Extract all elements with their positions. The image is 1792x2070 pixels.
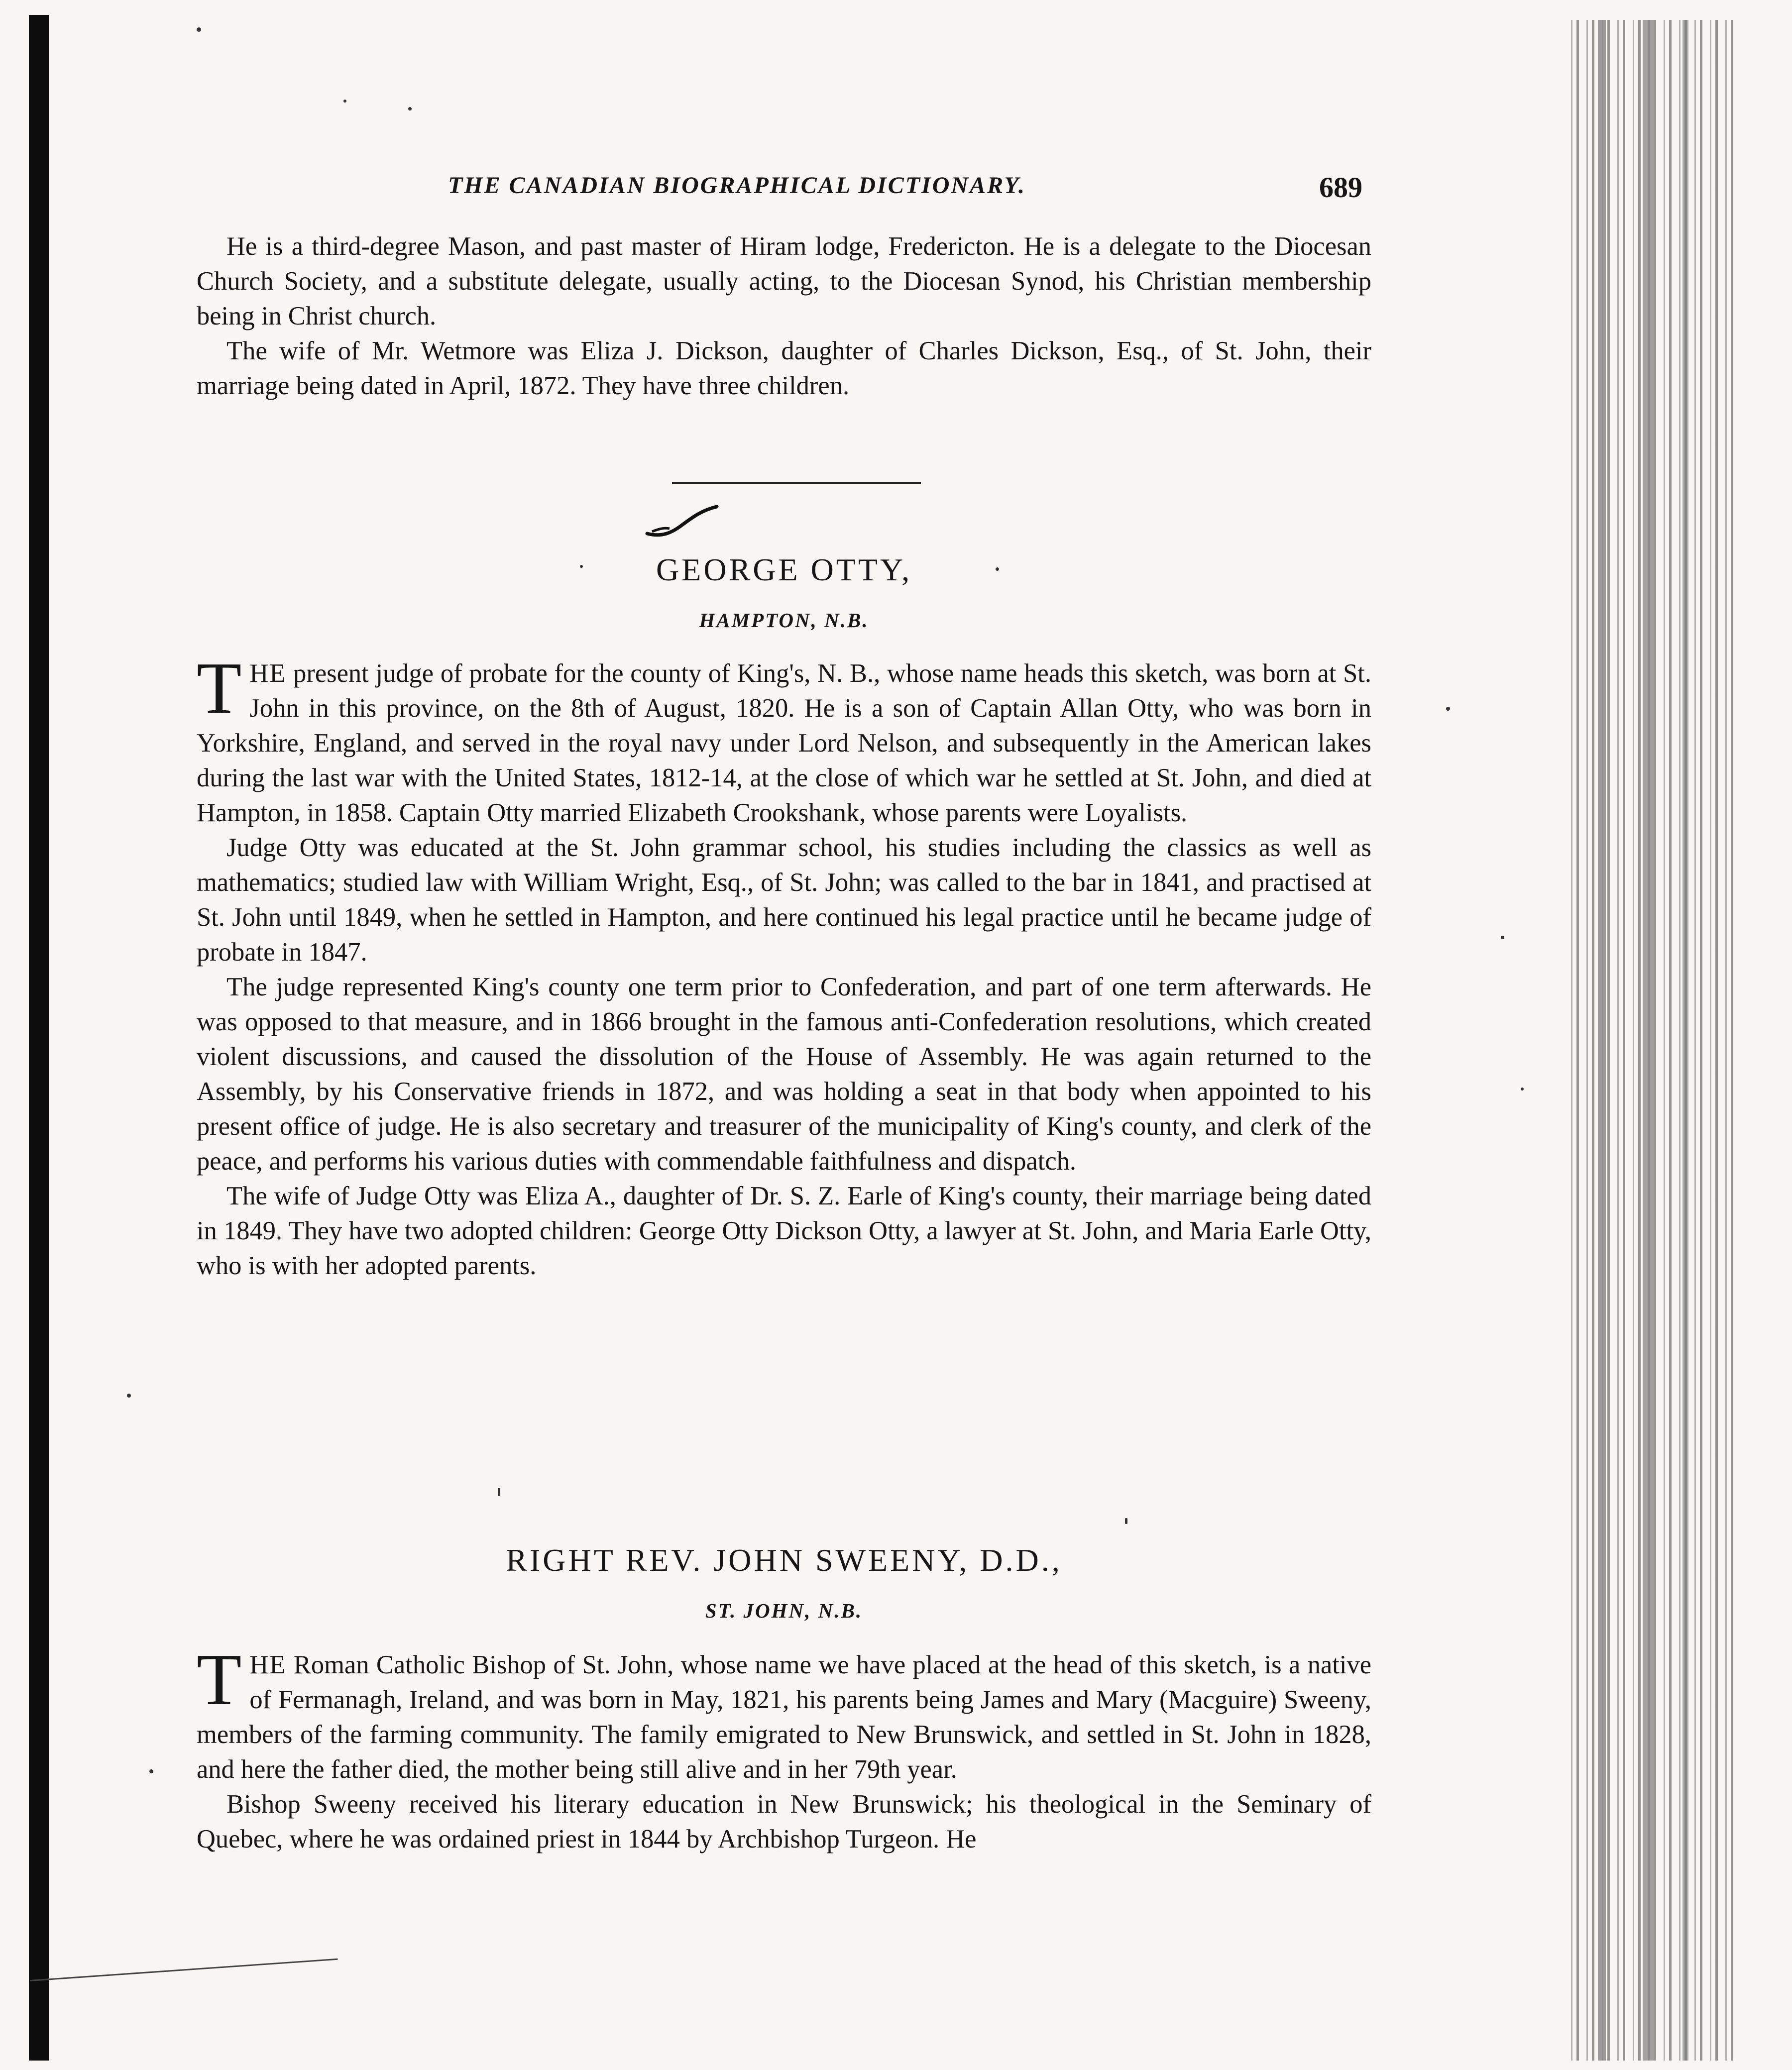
first-paragraph <box>197 648 1371 830</box>
entry-text-otty <box>197 648 1371 1283</box>
paragraph: He is a third-degree Mason, and past master of Hiram lodge, Fredericton. He is a delegate to the Diocesan Church Society, and a substitute delegate, usually acting, to the Diocesan Synod, his Christian membership being in Christ church. <box>197 232 1371 330</box>
previous-entry-text <box>197 229 1371 403</box>
entry-text-sweeny <box>197 1639 1371 1856</box>
paragraph: Bishop Sweeny received his literary education in New Brunswick; his theological in the Seminary of Quebec, where he was ordained priest in 1844 by Archbishop Turgeon. He <box>197 1790 1371 1853</box>
page-number: 689 <box>1319 171 1362 204</box>
paragraph: The wife of Judge Otty was Eliza A., daughter of Dr. S. Z. Earle of King's county, their marriage being dated in 1849. They have two adopted children: George Otty Dickson Otty, a lawyer at St. John, and Maria Earle Otty, who is with her adopted parents. <box>197 1182 1371 1280</box>
entry-heading-otty: GEORGE OTTY, <box>656 552 912 587</box>
lead-word: HE <box>249 659 287 688</box>
lead-word: HE <box>249 1650 287 1679</box>
first-paragraph-text: Roman Catholic Bishop of St. John, whose name we have placed at the head of this sketch, is a native of Fermanagh, Ireland, and was born in May, 1821, his parents being James and Mary (Macguire) Sweeny, members of the farming community. The family emigrated to New Brunswick, and settled in St. John in 1828, and here the father died, the mother being still alive and in her 79th year. <box>197 1650 1371 1784</box>
drop-cap: T <box>197 648 242 729</box>
entry-place-otty: HAMPTON, N.B. <box>699 609 869 632</box>
scan-stray-line <box>30 1959 338 1981</box>
paragraph: The judge represented King's county one term prior to Confederation, and part of one term afterwards. He was opposed to that measure, and in 1866 brought in the famous anti-Confederation resolutions, which created violent discussions, and caused the dissolution of the House of Assembly. He was again returned to the Assembly, by his Conservative friends in 1872, and was holding a seat in that body when appointed to his present office of judge. He is also secretary and treasurer of the municipality of King's county, and clerk of the peace, and performs his various duties with commendable faithfulness and dispatch. <box>197 973 1371 1176</box>
paragraph: The wife of Mr. Wetmore was Eliza J. Dickson, daughter of Charles Dickson, Esq., of St. John, their marriage being dated in April, 1872. They have three children. <box>197 336 1371 400</box>
scan-binding-edge <box>29 15 49 2061</box>
entry-heading-sweeny: RIGHT REV. JOHN SWEENY, D.D., <box>506 1542 1062 1578</box>
paragraph: Judge Otty was educated at the St. John grammar school, his studies including the classics as well as mathematics; studied law with William Wright, Esq., of St. John; was called to the bar in 1841, and practised at St. John until 1849, when he settled in Hampton, and here continued his legal practice until he became judge of probate in 1847. <box>197 833 1371 967</box>
section-rule <box>672 482 921 484</box>
drop-cap: T <box>197 1639 242 1721</box>
first-paragraph <box>197 1639 1371 1787</box>
scan-page-edge <box>1568 20 1737 2061</box>
ink-flourish <box>642 503 732 543</box>
running-title: THE CANADIAN BIOGRAPHICAL DICTIONARY. <box>448 172 1026 199</box>
entry-place-sweeny: ST. JOHN, N.B. <box>705 1599 863 1622</box>
first-paragraph-text: present judge of probate for the county of King's, N. B., whose name heads this sketch, was born at St. John in this province, on the 8th of August, 1820. He is a son of Captain Allan Otty, who was born in Yorkshire, England, and served in the royal navy under Lord Nelson, and subsequently in the American lakes during the last war with the United States, 1812-14, at the close of which war he settled at St. John, and died at Hampton, in 1858. Captain Otty married Elizabeth Crookshank, whose parents were Loyalists. <box>197 659 1371 827</box>
